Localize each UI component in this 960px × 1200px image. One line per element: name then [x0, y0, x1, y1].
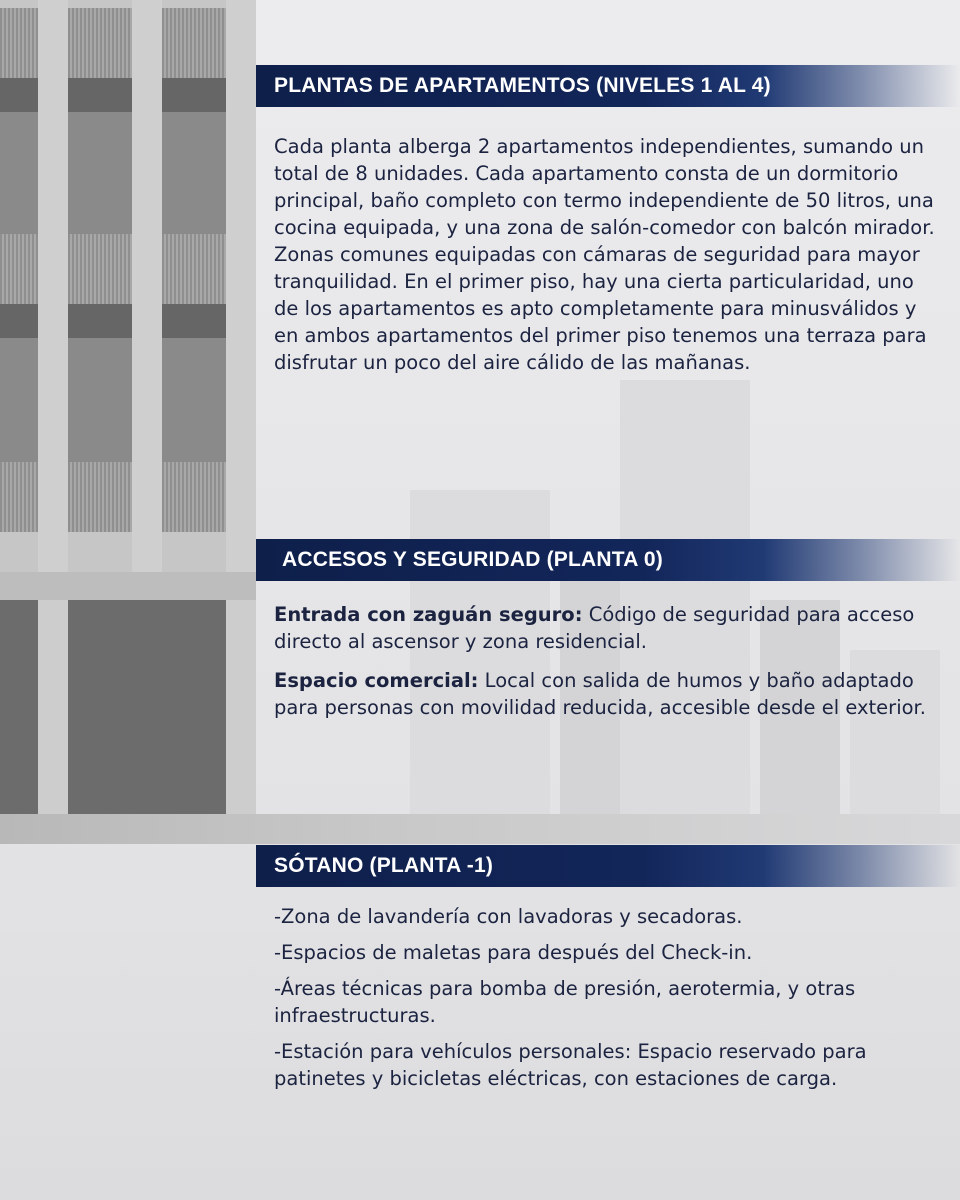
- section-heading-text: ACCESOS Y SEGURIDAD (PLANTA 0): [282, 548, 663, 571]
- section-body: [256, 903, 960, 1092]
- entrance-text: Código de seguridad para acceso directo al ascensor y zona residencial.: [274, 603, 915, 653]
- section-body: [256, 133, 960, 376]
- commercial-label: Espacio comercial:: [274, 669, 479, 692]
- ground-slab: [0, 814, 960, 844]
- section-apartment-floors: [256, 65, 960, 376]
- list-item: -Estación para vehículos personales: Espacio reservado para patinetes y bicicletas eléctricas, con estaciones de carga.: [274, 1040, 867, 1090]
- list-item: -Zona de lavandería con lavadoras y secadoras.: [274, 905, 743, 928]
- paragraph-commercial: [274, 667, 940, 721]
- section-access-security: [256, 539, 960, 733]
- list-item: -Áreas técnicas para bomba de presión, aerotermia, y otras infraestructuras.: [274, 977, 856, 1027]
- section-heading-text: PLANTAS DE APARTAMENTOS (NIVELES 1 AL 4): [274, 74, 771, 97]
- building-facade-illustration: [0, 0, 256, 840]
- paragraph: Cada planta alberga 2 apartamentos independientes, sumando un total de 8 unidades. Cada apartamento consta de un dormitorio principal, baño completo con termo independiente de 50 litros, una cocina equipada, y una zona de salón-comedor con balcón mirador. Zonas comunes equipadas con cámaras de seguridad para mayor tranquilidad. En el primer piso, hay una cierta particularidad, uno de los apartamentos es apto completamente para minusválidos y en ambos apartamentos del primer piso tenemos una terraza para disfrutar un poco del aire cálido de las mañanas.: [274, 135, 935, 374]
- list-item: -Espacios de maletas para después del Check-in.: [274, 941, 753, 964]
- section-basement: [256, 845, 960, 1101]
- section-body: [256, 601, 960, 721]
- section-heading: [256, 539, 960, 581]
- commercial-text: Local con salida de humos y baño adaptado para personas con movilidad reducida, accesible desde el exterior.: [274, 669, 926, 719]
- section-heading-text: SÓTANO (PLANTA -1): [274, 854, 494, 877]
- entrance-label: Entrada con zaguán seguro:: [274, 603, 583, 626]
- section-heading: [256, 65, 960, 107]
- paragraph-entrance: [274, 601, 940, 655]
- section-heading: [256, 845, 960, 887]
